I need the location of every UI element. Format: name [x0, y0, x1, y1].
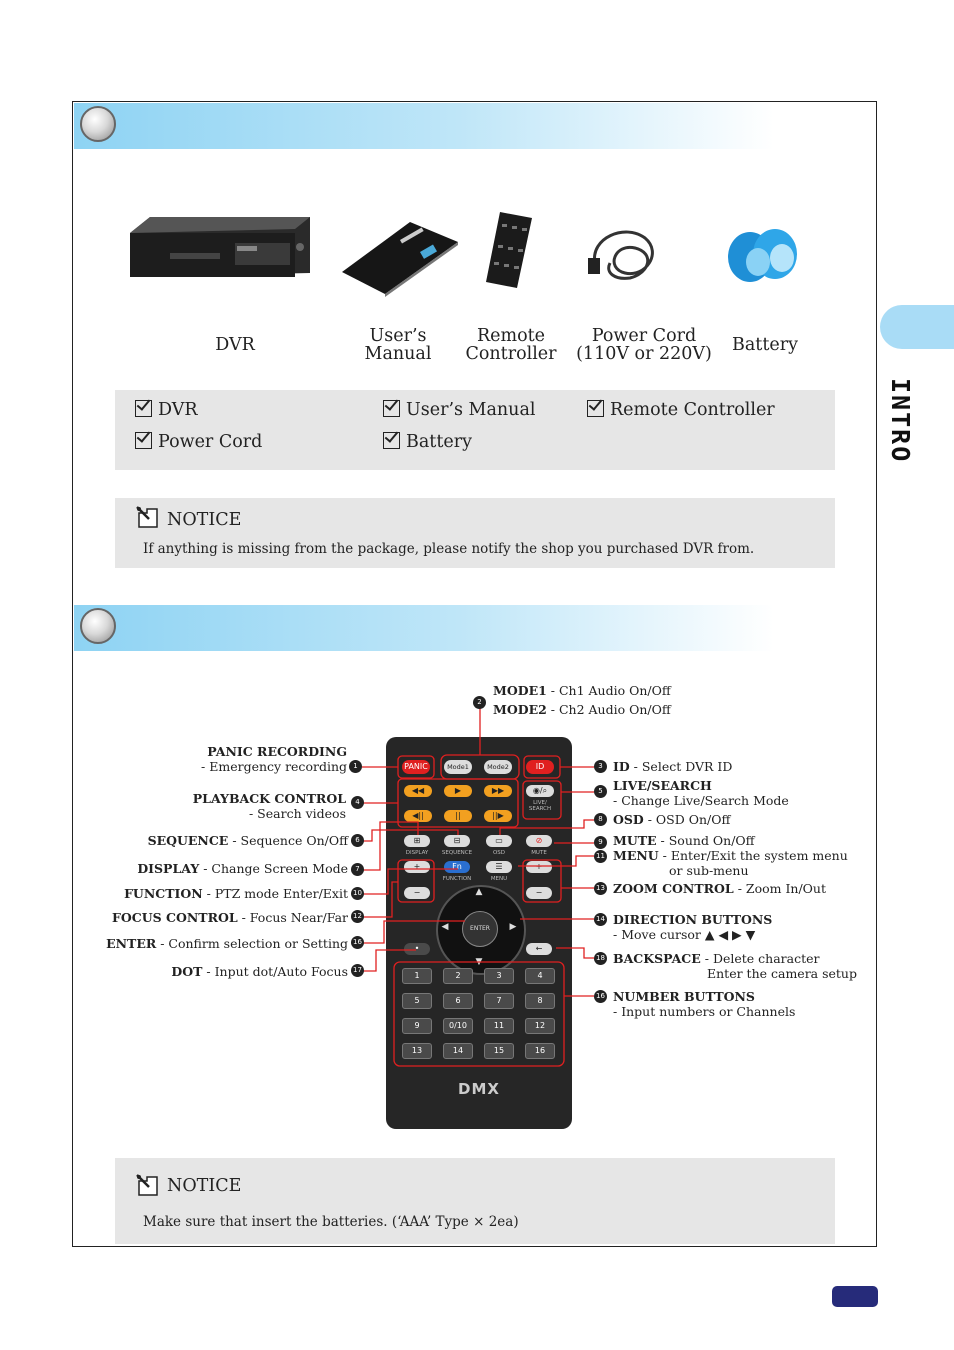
- number-key: 13: [402, 1043, 432, 1059]
- sequence-button: ⊟: [444, 835, 470, 847]
- notice-title: NOTICE: [167, 1176, 242, 1196]
- down-arrow-icon: ▼: [475, 957, 483, 967]
- osd-label: OSD: [492, 850, 506, 856]
- pause-button: ||: [444, 810, 472, 822]
- callout-number: 6: [351, 834, 364, 847]
- number-key: 5: [402, 993, 432, 1009]
- number-key: 6: [443, 993, 473, 1009]
- product-label-power-cord: Power Cord (110V or 220V): [576, 326, 712, 364]
- callout-sequence: SEQUENCE - Sequence On/Off: [147, 833, 348, 848]
- sequence-label: SEQUENCE: [441, 850, 473, 856]
- callout-dot: DOT - Input dot/Auto Focus: [171, 964, 348, 979]
- panic-button: PANIC: [402, 760, 430, 774]
- callout-mode1: MODE1 - Ch1 Audio On/Off: [493, 683, 671, 698]
- checklist-item-dvr: DVR: [135, 400, 198, 420]
- play-button: ▶: [444, 785, 472, 797]
- callout-direction: DIRECTION BUTTONS - Move cursor ▲ ◀ ▶ ▼: [613, 912, 773, 942]
- number-key: 0/10: [443, 1018, 473, 1034]
- callout-number: 12: [351, 910, 364, 923]
- fn-button: Fn: [444, 861, 470, 873]
- right-arrow-icon: ▶: [509, 922, 517, 932]
- mode2-button: Mode2: [484, 760, 512, 774]
- mode1-button: Mode1: [444, 760, 472, 774]
- display-button: ⊞: [404, 835, 430, 847]
- display-label: DISPLAY: [405, 850, 429, 856]
- callout-number: 1: [349, 760, 362, 773]
- number-key: 1: [402, 968, 432, 984]
- callout-zoom: ZOOM CONTROL - Zoom In/Out: [613, 881, 826, 896]
- page-number-badge: [832, 1286, 878, 1307]
- number-key: 2: [443, 968, 473, 984]
- callout-mute: MUTE - Sound On/Off: [613, 833, 755, 848]
- focus-far-button: −: [404, 887, 430, 899]
- callout-number-buttons: NUMBER BUTTONS - Input numbers or Channels: [613, 989, 796, 1019]
- callout-number: 4: [351, 796, 364, 809]
- notice-pencil-icon: [135, 1173, 161, 1199]
- number-key: 4: [525, 968, 555, 984]
- function-label: FUNCTION: [442, 876, 472, 882]
- callout-number: 3: [594, 760, 607, 773]
- notice-message: Make sure that insert the batteries. (‘AAA’ Type × 2ea): [143, 1214, 519, 1230]
- live-search-button: ◉/⌕: [526, 785, 554, 797]
- callout-number: 17: [351, 964, 364, 977]
- brand-logo: DMX: [458, 1080, 500, 1098]
- zoom-in-button: +: [526, 861, 552, 873]
- id-button: ID: [526, 760, 554, 774]
- notice-message: If anything is missing from the package, please notify the shop you purchased DVR from.: [143, 541, 755, 557]
- product-label-dvr: DVR: [215, 335, 255, 355]
- callout-number: 8: [594, 813, 607, 826]
- checklist-item-power-cord: Power Cord: [135, 432, 262, 452]
- callout-function: FUNCTION - PTZ mode Enter/Exit: [124, 886, 348, 901]
- rewind-button: ◀◀: [404, 785, 432, 797]
- focus-near-button: +: [404, 861, 430, 873]
- dot-button: •: [404, 943, 430, 955]
- callout-mode2: MODE2 - Ch2 Audio On/Off: [493, 702, 671, 717]
- number-key: 7: [484, 993, 514, 1009]
- number-key: 8: [525, 993, 555, 1009]
- callout-panic: PANIC RECORDING - Emergency recording: [201, 744, 347, 774]
- callout-number: 18: [594, 952, 607, 965]
- callout-number: 7: [351, 863, 364, 876]
- osd-button: ▭: [486, 835, 512, 847]
- left-arrow-icon: ◀: [441, 922, 449, 932]
- callout-number: 16: [351, 936, 364, 949]
- checklist-item-manual: User’s Manual: [383, 400, 535, 420]
- callout-live-search: LIVE/SEARCH - Change Live/Search Mode: [613, 778, 789, 808]
- number-key: 14: [443, 1043, 473, 1059]
- number-key: 12: [525, 1018, 555, 1034]
- live-search-label: LIVE/ SEARCH: [528, 800, 552, 812]
- number-key: 3: [484, 968, 514, 984]
- enter-button: ENTER: [462, 911, 498, 947]
- step-forward-button: ||▶: [484, 810, 512, 822]
- zoom-out-button: −: [526, 887, 552, 899]
- up-arrow-icon: ▲: [475, 887, 483, 897]
- callout-id: ID - Select DVR ID: [613, 759, 733, 774]
- callout-backspace: BACKSPACE - Delete character Enter the camera setup: [613, 951, 857, 981]
- step-back-button: ◀||: [404, 810, 432, 822]
- checklist-item-remote: Remote Controller: [587, 400, 775, 420]
- callout-number: 13: [594, 882, 607, 895]
- callout-number: 9: [594, 836, 607, 849]
- menu-label: MENU: [490, 876, 508, 882]
- callout-number: 2: [473, 696, 486, 709]
- side-tab-label: INTRO: [886, 378, 915, 464]
- product-label-remote: Remote Controller: [465, 326, 557, 364]
- callout-osd: OSD - OSD On/Off: [613, 812, 731, 827]
- callout-enter: ENTER - Confirm selection or Setting: [106, 936, 348, 951]
- backspace-button: ←: [526, 943, 552, 955]
- mute-label: MUTE: [531, 850, 547, 856]
- mute-button: ⊘: [526, 835, 552, 847]
- menu-button: ☰: [486, 861, 512, 873]
- callout-display: DISPLAY - Change Screen Mode: [137, 861, 348, 876]
- callout-playback: PLAYBACK CONTROL - Search videos: [192, 791, 346, 821]
- callout-focus: FOCUS CONTROL - Focus Near/Far: [112, 910, 348, 925]
- product-label-manual: User’s Manual: [364, 326, 432, 364]
- callout-number: 5: [594, 785, 607, 798]
- number-key: 16: [525, 1043, 555, 1059]
- callout-number: 14: [594, 913, 607, 926]
- notice-title: NOTICE: [167, 510, 242, 530]
- callout-number: 10: [351, 887, 364, 900]
- fast-forward-button: ▶▶: [484, 785, 512, 797]
- number-key: 9: [402, 1018, 432, 1034]
- callout-number: 11: [594, 850, 607, 863]
- number-key: 11: [484, 1018, 514, 1034]
- callout-menu: MENU - Enter/Exit the system menu or sub-menu: [613, 848, 848, 878]
- callout-number: 16: [594, 990, 607, 1003]
- checklist-item-battery: Battery: [383, 432, 472, 452]
- number-key: 15: [484, 1043, 514, 1059]
- notice-box-batteries: [115, 1158, 835, 1244]
- product-label-battery: Battery: [732, 335, 798, 355]
